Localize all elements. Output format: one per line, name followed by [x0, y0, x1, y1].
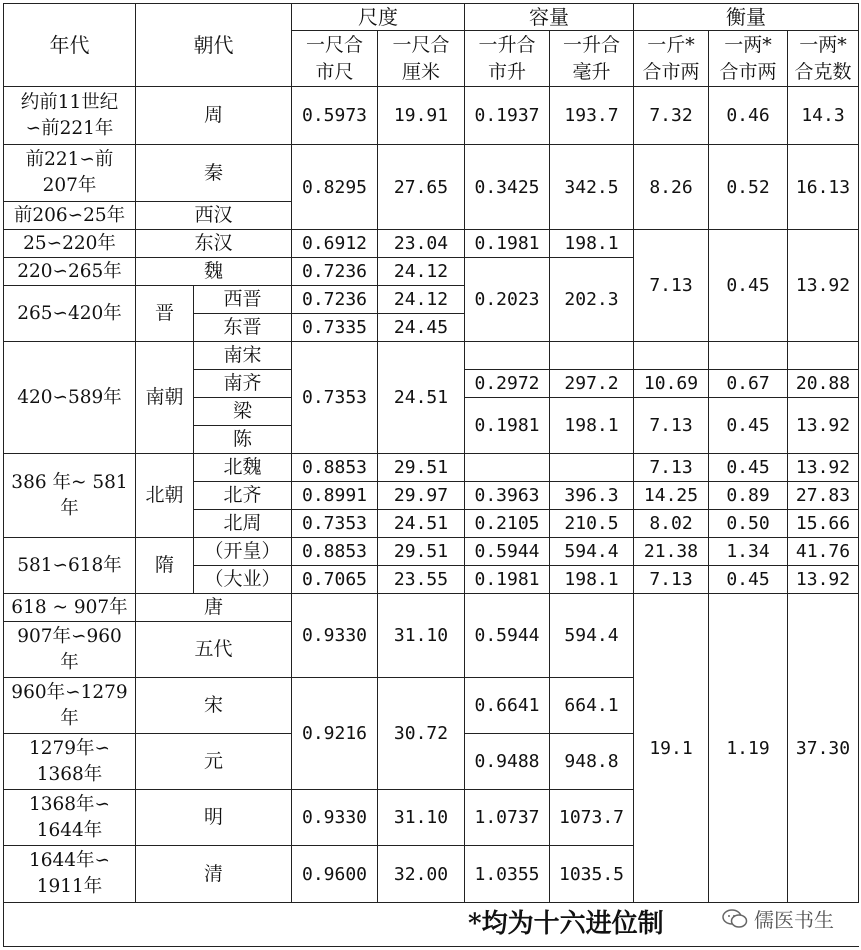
value-cell: 8.26	[634, 145, 709, 230]
value-cell: 0.8853	[292, 454, 378, 482]
value-cell: 29.51	[378, 538, 465, 566]
header-cap-sheng: 一升合 市升	[465, 31, 550, 87]
header-weight-jin: 一斤* 合市两	[634, 31, 709, 87]
dynasty-cell: 秦	[136, 145, 292, 202]
value-cell: 30.72	[378, 678, 465, 790]
table-row	[4, 594, 859, 622]
value-cell: 23.55	[378, 566, 465, 594]
value-cell: 24.51	[378, 510, 465, 538]
value-cell: 14.3	[788, 87, 859, 145]
value-cell: 0.45	[709, 398, 788, 454]
value-cell: 19.91	[378, 87, 465, 145]
table-row	[4, 342, 859, 370]
value-cell: 0.2105	[465, 510, 550, 538]
value-cell: 0.9216	[292, 678, 378, 790]
year-cell: 前206∽25年	[4, 202, 136, 230]
value-cell: 1.0737	[465, 790, 550, 846]
table-row	[4, 87, 859, 145]
table-row	[4, 538, 859, 566]
value-cell: 7.13	[634, 566, 709, 594]
value-cell: 13.92	[788, 398, 859, 454]
dynasty-cell: （大业）	[194, 566, 292, 594]
value-cell: 0.9330	[292, 790, 378, 846]
dynasty-cell: 五代	[136, 622, 292, 678]
value-cell: 0.5944	[465, 538, 550, 566]
year-cell: 约前11世纪 ∽前221年	[4, 87, 136, 145]
value-cell: 8.02	[634, 510, 709, 538]
value-cell: 0.9600	[292, 846, 378, 903]
chat-bubble-icon	[722, 908, 748, 930]
header-year: 年代	[4, 4, 136, 87]
value-cell: 29.51	[378, 454, 465, 482]
value-cell: 21.38	[634, 538, 709, 566]
header-length-cm: 一尺合 厘米	[378, 31, 465, 87]
footnote: *均为十六进位制	[468, 909, 664, 939]
dynasty-cell: 清	[136, 846, 292, 903]
value-cell: 31.10	[378, 790, 465, 846]
value-cell: 594.4	[550, 538, 634, 566]
value-cell: 0.3963	[465, 482, 550, 510]
year-cell: 265∽420年	[4, 286, 136, 342]
value-cell: 0.6641	[465, 678, 550, 734]
value-cell: 24.12	[378, 286, 465, 314]
dynasty-cell: 西晋	[194, 286, 292, 314]
value-cell: 24.12	[378, 258, 465, 286]
header-weight: 衡量	[634, 4, 859, 31]
dynasty-cell: 北齐	[194, 482, 292, 510]
empty-cell	[709, 342, 788, 370]
year-cell: 前221∽前 207年	[4, 145, 136, 202]
dynasty-cell: （开皇）	[194, 538, 292, 566]
dynasty-cell: 梁	[194, 398, 292, 426]
value-cell: 0.5944	[465, 594, 550, 678]
group-cell: 晋	[136, 286, 194, 342]
value-cell: 7.13	[634, 454, 709, 482]
value-cell: 0.45	[709, 454, 788, 482]
value-cell: 0.52	[709, 145, 788, 230]
measurement-table	[3, 3, 859, 947]
value-cell: 13.92	[788, 566, 859, 594]
value-cell: 0.8295	[292, 145, 378, 230]
empty-cell	[465, 342, 550, 370]
dynasty-cell: 南宋	[194, 342, 292, 370]
value-cell: 202.3	[550, 258, 634, 342]
value-cell: 0.46	[709, 87, 788, 145]
dynasty-cell: 唐	[136, 594, 292, 622]
value-cell: 27.65	[378, 145, 465, 230]
value-cell: 0.1981	[465, 230, 550, 258]
value-cell: 7.13	[634, 230, 709, 342]
table-row	[4, 230, 859, 258]
value-cell: 210.5	[550, 510, 634, 538]
dynasty-cell: 明	[136, 790, 292, 846]
header-weight-gram: 一两* 合克数	[788, 31, 859, 87]
value-cell: 1073.7	[550, 790, 634, 846]
value-cell: 0.2972	[465, 370, 550, 398]
year-cell: 581∽618年	[4, 538, 136, 594]
value-cell: 27.83	[788, 482, 859, 510]
value-cell: 0.67	[709, 370, 788, 398]
value-cell: 0.8853	[292, 538, 378, 566]
value-cell: 1.34	[709, 538, 788, 566]
value-cell: 24.45	[378, 314, 465, 342]
year-cell: 420∽589年	[4, 342, 136, 454]
value-cell: 0.9488	[465, 734, 550, 790]
value-cell: 7.13	[634, 398, 709, 454]
year-cell: 25∽220年	[4, 230, 136, 258]
dynasty-cell: 北魏	[194, 454, 292, 482]
value-cell: 24.51	[378, 342, 465, 454]
year-cell: 907年∽960 年	[4, 622, 136, 678]
value-cell: 0.89	[709, 482, 788, 510]
empty-cell	[634, 342, 709, 370]
group-cell: 隋	[136, 538, 194, 594]
dynasty-cell: 东晋	[194, 314, 292, 342]
value-cell: 0.6912	[292, 230, 378, 258]
value-cell: 15.66	[788, 510, 859, 538]
value-cell: 19.1	[634, 594, 709, 903]
value-cell: 0.50	[709, 510, 788, 538]
header-length: 尺度	[292, 4, 465, 31]
year-cell: 1279年∽ 1368年	[4, 734, 136, 790]
value-cell: 0.3425	[465, 145, 550, 230]
value-cell: 0.1981	[465, 566, 550, 594]
dynasty-cell: 东汉	[136, 230, 292, 258]
value-cell: 1.19	[709, 594, 788, 903]
value-cell: 13.92	[788, 454, 859, 482]
value-cell: 342.5	[550, 145, 634, 230]
value-cell: 0.8991	[292, 482, 378, 510]
value-cell: 198.1	[550, 398, 634, 454]
value-cell: 29.97	[378, 482, 465, 510]
value-cell: 0.7065	[292, 566, 378, 594]
header-capacity: 容量	[465, 4, 634, 31]
value-cell: 7.32	[634, 87, 709, 145]
value-cell: 13.92	[788, 230, 859, 342]
year-cell: 386 年~ 581 年	[4, 454, 136, 538]
dynasty-cell: 陈	[194, 426, 292, 454]
year-cell: 618 ~ 907年	[4, 594, 136, 622]
table-row	[4, 454, 859, 482]
table-row	[4, 145, 859, 202]
value-cell: 594.4	[550, 594, 634, 678]
value-cell: 37.30	[788, 594, 859, 903]
empty-cell	[550, 454, 634, 482]
value-cell: 198.1	[550, 230, 634, 258]
value-cell: 0.5973	[292, 87, 378, 145]
header-cap-ml: 一升合 毫升	[550, 31, 634, 87]
watermark	[722, 904, 834, 933]
empty-cell	[550, 342, 634, 370]
value-cell: 948.8	[550, 734, 634, 790]
group-cell: 北朝	[136, 454, 194, 538]
value-cell: 193.7	[550, 87, 634, 145]
value-cell: 0.9330	[292, 594, 378, 678]
value-cell: 0.1981	[465, 398, 550, 454]
dynasty-cell: 宋	[136, 678, 292, 734]
value-cell: 297.2	[550, 370, 634, 398]
value-cell: 16.13	[788, 145, 859, 230]
watermark-text: 儒医书生	[754, 908, 834, 932]
value-cell: 20.88	[788, 370, 859, 398]
dynasty-cell: 魏	[136, 258, 292, 286]
dynasty-cell: 南齐	[194, 370, 292, 398]
group-cell: 南朝	[136, 342, 194, 454]
header-length-chi: 一尺合 市尺	[292, 31, 378, 87]
value-cell: 664.1	[550, 678, 634, 734]
header-weight-liang: 一两* 合市两	[709, 31, 788, 87]
value-cell: 10.69	[634, 370, 709, 398]
value-cell: 31.10	[378, 594, 465, 678]
dynasty-cell: 西汉	[136, 202, 292, 230]
value-cell: 0.7353	[292, 342, 378, 454]
value-cell: 1035.5	[550, 846, 634, 903]
value-cell: 0.7236	[292, 286, 378, 314]
empty-cell	[465, 454, 550, 482]
value-cell: 41.76	[788, 538, 859, 566]
year-cell: 220∽265年	[4, 258, 136, 286]
year-cell: 1644年∽ 1911年	[4, 846, 136, 903]
value-cell: 1.0355	[465, 846, 550, 903]
value-cell: 32.00	[378, 846, 465, 903]
year-cell: 960年∽1279 年	[4, 678, 136, 734]
year-cell: 1368年∽ 1644年	[4, 790, 136, 846]
value-cell: 0.1937	[465, 87, 550, 145]
value-cell: 198.1	[550, 566, 634, 594]
value-cell: 23.04	[378, 230, 465, 258]
value-cell: 0.2023	[465, 258, 550, 342]
value-cell: 0.7335	[292, 314, 378, 342]
value-cell: 396.3	[550, 482, 634, 510]
value-cell: 0.7236	[292, 258, 378, 286]
value-cell: 0.45	[709, 230, 788, 342]
value-cell: 14.25	[634, 482, 709, 510]
dynasty-cell: 北周	[194, 510, 292, 538]
dynasty-cell: 周	[136, 87, 292, 145]
header-dynasty: 朝代	[136, 4, 292, 87]
empty-cell	[788, 342, 859, 370]
value-cell: 0.7353	[292, 510, 378, 538]
dynasty-cell: 元	[136, 734, 292, 790]
value-cell: 0.45	[709, 566, 788, 594]
